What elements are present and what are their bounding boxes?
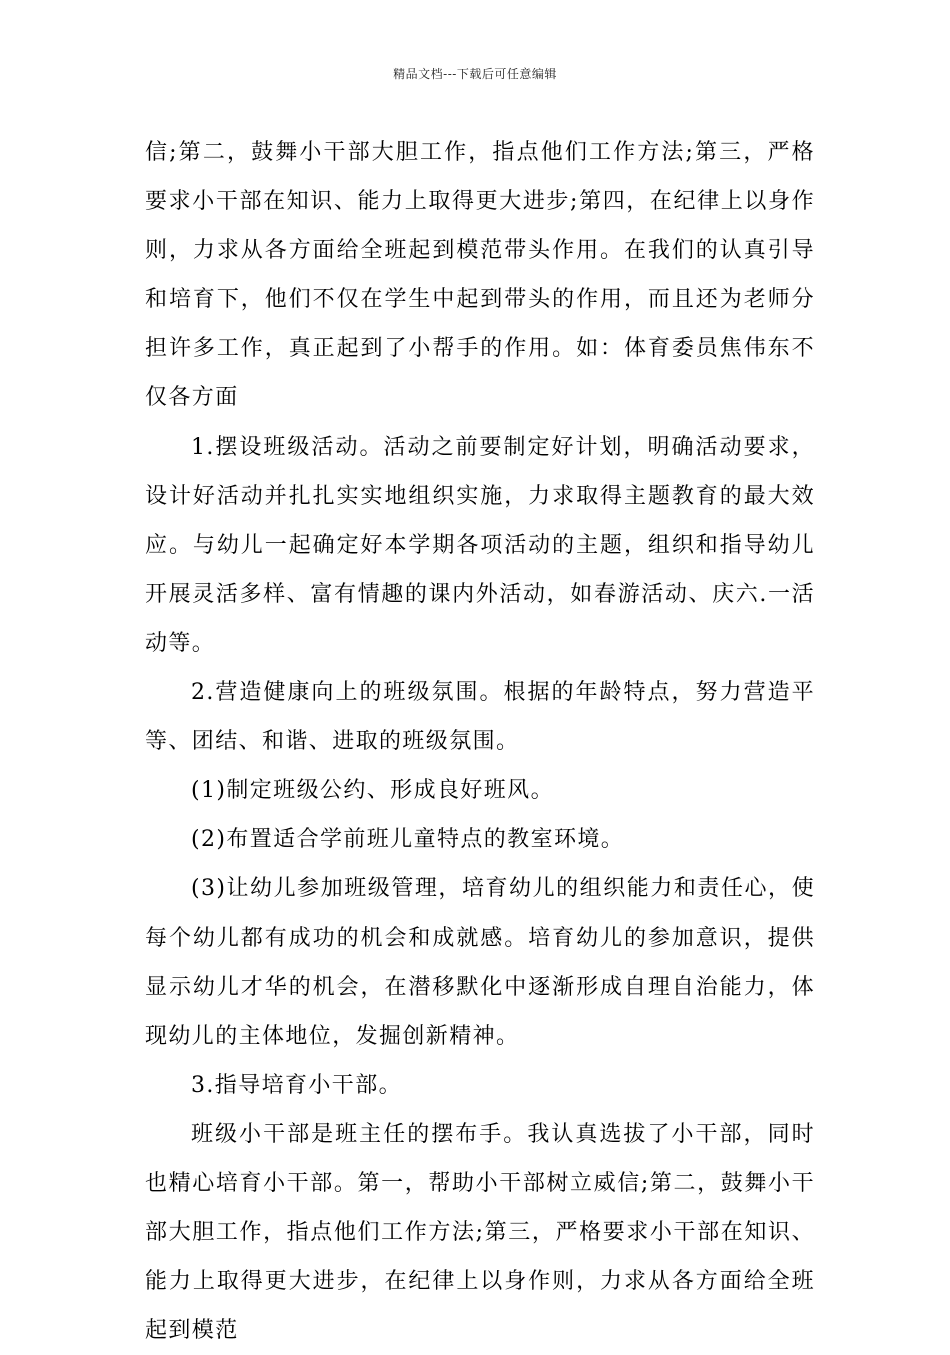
paragraph-1: 信;第二，鼓舞小干部大胆工作，指点他们工作方法;第三，严格要求小干部在知识、能力上取得更大进步;第四，在纪律上以身作则，力求从各方面给全班起到模范带头作用。在我们的认真引导和培育下，他们不仅在学生中起到带头的作用，而且还为老师分担许多工作，真正起到了小帮手的作用。如：体育委员焦伟东不仅各方面 xyxy=(145,140,815,411)
paragraph-5: (2)布置适合学前班儿童特点的教室环境。 xyxy=(191,827,625,853)
document-body xyxy=(145,128,815,1355)
paragraph-4: (1)制定班级公约、形成良好班风。 xyxy=(191,778,554,804)
paragraph-3: 2.营造健康向上的班级氛围。根据的年龄特点，努力营造平等、团结、和谐、进取的班级氛围。 xyxy=(145,680,815,755)
paragraph-8: 班级小干部是班主任的摆布手。我认真选拔了小干部，同时也精心培育小干部。第一，帮助小干部树立威信;第二，鼓舞小干部大胆工作，指点他们工作方法;第三，严格要求小干部在知识、能力上取得更大进步，在纪律上以身作则，力求从各方面给全班起到模范 xyxy=(145,1121,815,1344)
page-header: 精品文档---下载后可任意编辑 xyxy=(393,67,557,81)
paragraph-7: 3.指导培育小干部。 xyxy=(191,1072,402,1098)
paragraph-6: (3)让幼儿参加班级管理，培育幼儿的组织能力和责任心，使每个幼儿都有成功的机会和成就感。培育幼儿的参加意识，提供显示幼儿才华的机会，在潜移默化中逐渐形成自理自治能力，体现幼儿的主体地位，发掘创新精神。 xyxy=(145,876,815,1049)
paragraph-2: 1.摆设班级活动。活动之前要制定好计划，明确活动要求，设计好活动并扎扎实实地组织实施，力求取得主题教育的最大效应。与幼儿一起确定好本学期各项活动的主题，组织和指导幼儿开展灵活多样、富有情趣的课内外活动，如春游活动、庆六.一活动等。 xyxy=(145,434,815,656)
